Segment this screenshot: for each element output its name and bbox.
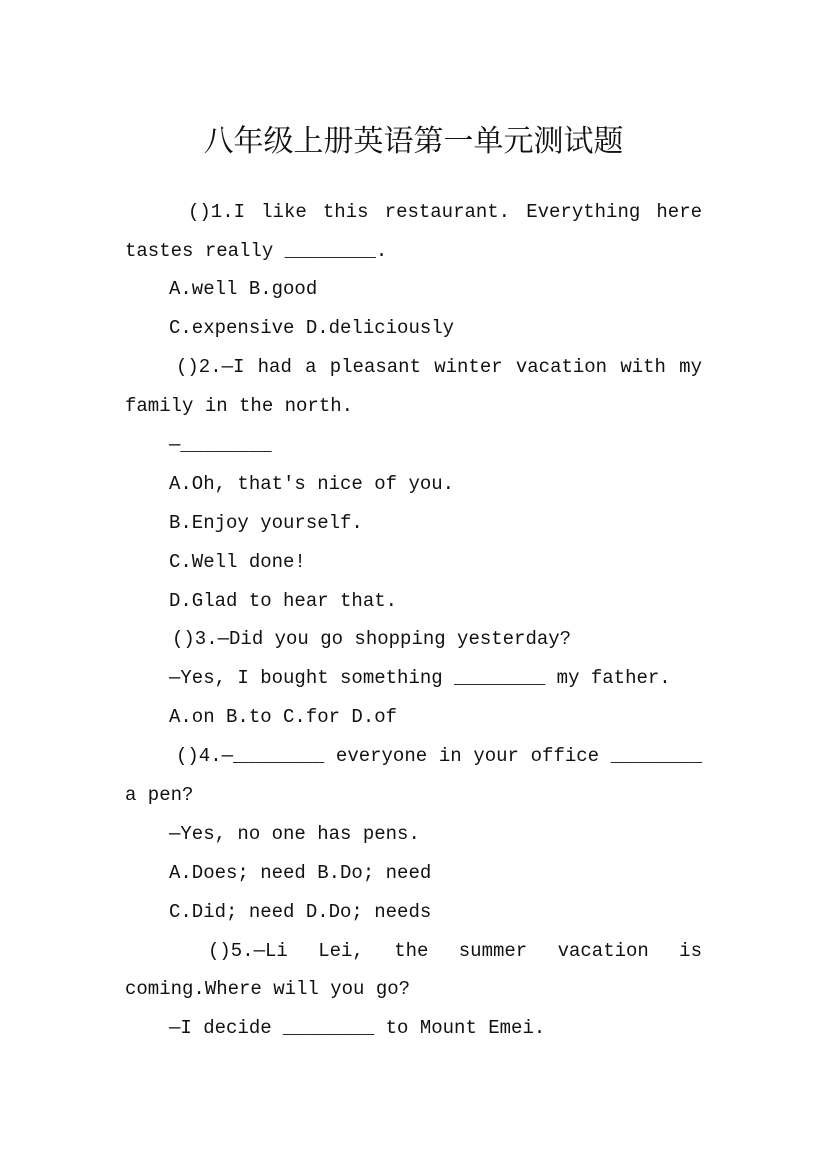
question-4-line-2: a pen? (125, 784, 194, 806)
page-title: 八年级上册英语第一单元测试题 (203, 124, 624, 160)
question-3-options: A.on B.to C.for D.of (169, 706, 398, 728)
question-1-options-2: C.expensive D.deliciously (169, 317, 455, 339)
question-3-line-2: —Yes, I bought something ________ my father. (169, 667, 671, 689)
question-4-options-2: C.Did; need D.Do; needs (169, 901, 432, 923)
question-2-line-2: family in the north. (125, 395, 354, 417)
question-4-options-1: A.Does; need B.Do; need (169, 862, 432, 884)
question-1-options-1: A.well B.good (169, 278, 318, 300)
question-3-line-1: ()3.—Did you go shopping yesterday? (172, 628, 572, 650)
question-5-line-2: coming.Where will you go? (125, 978, 411, 1000)
question-4-line-3: —Yes, no one has pens. (169, 823, 420, 845)
question-2-option-b: B.Enjoy yourself. (169, 512, 363, 534)
question-5-line-1: ()5.—Li Lei, the summer vacation is (208, 940, 702, 962)
question-2-answer-blank: —________ (169, 434, 272, 456)
question-2-line-1: ()2.—I had a pleasant winter vacation with my (176, 356, 702, 378)
question-5-line-3: —I decide ________ to Mount Emei. (169, 1017, 546, 1039)
question-4-line-1: ()4.—________ everyone in your office ________ (176, 745, 702, 767)
question-1-line-2: tastes really ________. (125, 240, 388, 262)
question-2-option-c: C.Well done! (169, 551, 306, 573)
question-2-option-a: A.Oh, that's nice of you. (169, 473, 455, 495)
question-2-option-d: D.Glad to hear that. (169, 590, 398, 612)
question-1-line-1: ()1.I like this restaurant. Everything here (188, 201, 702, 223)
